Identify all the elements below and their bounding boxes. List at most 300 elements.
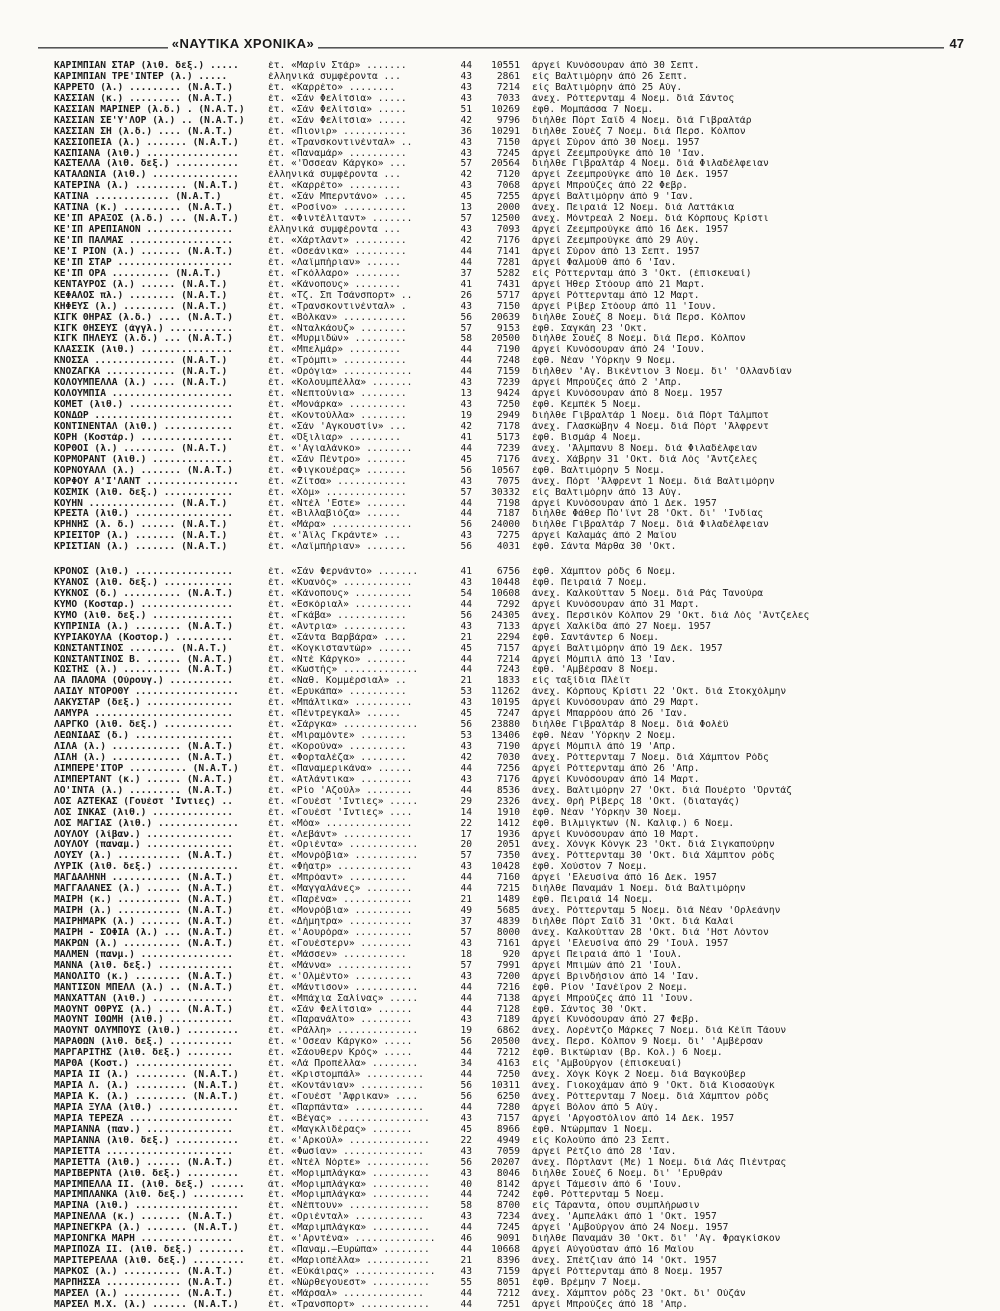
- ship-flag-owner: έτ. «Καρρέτο» .........: [268, 181, 401, 192]
- ship-name: ΚΟΡΝΟΥΑΛΛ (λ.) ....... (N.A.T.): [54, 465, 234, 476]
- ship-age: 45: [460, 192, 472, 203]
- ship-tonnage: 7214: [496, 654, 520, 665]
- ship-status: άργεί Κυνόσουραν άπό 8 Νοεμ. 1957: [532, 389, 723, 400]
- ship-age: 41: [460, 432, 472, 443]
- ship-name: ΚΟΡΘΟΙ (λ.) ......... (N.A.T.): [54, 443, 228, 454]
- ship-name: ΛΑΙΔΥ ΝΤΟΡΟΘΥ ..................: [54, 687, 239, 698]
- ship-row: [54, 192, 964, 203]
- ship-status: έφθ. Σαγκάη 23 'Οκτ.: [532, 323, 648, 334]
- ship-status: διήλθε Γιβραλτάρ 7 Νοεμ. διά Φιλαδέλφειαν: [532, 520, 769, 531]
- ship-status: άργεί Κυνόσουραν άπό 24 'Ιουν.: [532, 345, 706, 356]
- ship-row: [54, 509, 964, 520]
- ship-row: [54, 1125, 964, 1136]
- ship-status: άργεί Βαλτιμόρην άπό 19 Δεκ. 1957: [532, 643, 723, 654]
- ship-row: [54, 356, 964, 367]
- ship-tonnage: 8051: [496, 1277, 520, 1288]
- ship-name: ΜΑΡΙΜΠΕΛΛΑ ΙΙ. (λιθ. δεξ.) ......: [54, 1179, 245, 1190]
- ship-name: ΚΑΣΣΙΑΝ ΣΗ (λ.δ.) .... (N.A.T.): [54, 126, 234, 137]
- ship-row: [54, 488, 964, 499]
- ship-age: 56: [460, 520, 472, 531]
- ship-row: [54, 589, 964, 600]
- ship-status: άργεί Σύρον άπό 30 Νοεμ. 1957: [532, 137, 700, 148]
- ship-tonnage: 7150: [496, 301, 520, 312]
- ship-name: ΛΟΥΛΟΥ (παναμ.) ...............: [54, 840, 234, 851]
- ship-age: 44: [460, 873, 472, 884]
- ship-age: 46: [460, 1234, 472, 1245]
- ship-flag-owner: έτ. «Μιραμόντε» ........: [268, 731, 407, 742]
- ship-name: ΚΡΕΣΤΑ (λιθ.) .................: [54, 509, 234, 520]
- ship-flag-owner: έτ. «Οσεάνικα» .........: [268, 246, 407, 257]
- ship-age: 44: [460, 993, 472, 1004]
- ship-tonnage: 9796: [496, 115, 520, 126]
- ship-flag-owner: έτ. «Μυρμιδών» .........: [268, 334, 407, 345]
- ship-status: άνεχ. Λορέντζο Μάρκες 7 Νοεμ. διά Κέϊπ Τάουν: [532, 1026, 787, 1037]
- ship-flag-owner: έτ. «Οριέντα» ............: [268, 840, 419, 851]
- ship-age: 43: [460, 1113, 472, 1124]
- ship-flag-owner: έτ. «Ντέλ 'Εστε» .......: [268, 498, 407, 509]
- ship-age: 43: [460, 71, 472, 82]
- ship-age: 56: [460, 720, 472, 731]
- ship-age: 43: [460, 148, 472, 159]
- ship-tonnage: 2861: [496, 71, 520, 82]
- ship-name: ΚΕΝΤΑΥΡΟΣ (λ.) ...... (N.A.T.): [54, 279, 228, 290]
- ship-flag-owner: έτ. «Μπάχια Σαλίνας» .....: [268, 993, 419, 1004]
- ship-tonnage: 7160: [496, 873, 520, 884]
- ship-name: ΚΕ'Ϊ ΡΙΟΝ (λ.) ....... (N.A.T.): [54, 246, 234, 257]
- page-header: [38, 36, 964, 58]
- ship-row: [54, 214, 964, 225]
- ship-age: 44: [460, 1299, 472, 1310]
- ship-tonnage: 2326: [496, 796, 520, 807]
- ship-age: 21: [460, 632, 472, 643]
- ship-flag-owner: έτ. «Ερυκάπα» ..........: [268, 687, 407, 698]
- ship-name: ΚΑΡΡΕΤΟ (λ.) ......... (N.A.T.): [54, 82, 234, 93]
- ship-flag-owner: έτ. «Νέπτουν» ..............: [268, 1201, 430, 1212]
- ship-age: 58: [460, 1201, 472, 1212]
- ship-tonnage: 10668: [491, 1245, 520, 1256]
- ship-tonnage: 7059: [496, 1146, 520, 1157]
- ship-flag-owner: έτ. «Σάν Πέντρο» .......: [268, 454, 407, 465]
- ship-status: άργεί Χαλκίδα άπό 27 Νοεμ. 1957: [532, 621, 712, 632]
- ship-row: [54, 367, 964, 378]
- ship-flag-owner: έτ. «Σάν Φερνάντο» .......: [268, 567, 419, 577]
- ship-row: [54, 567, 964, 578]
- ship-status: διήλθεν 'Αγ. Βικέντιον 3 Νοεμ. δι' 'Ολλανδίαν: [532, 367, 792, 378]
- ship-row: [54, 1059, 964, 1070]
- ship-name: ΜΑΡΙΕΤΤΑ (λιθ.) ...... (N.A.T.): [54, 1157, 234, 1168]
- ship-flag-owner: έτ. «'Ολμέντο» ..........: [268, 971, 413, 982]
- ship-row: [54, 1136, 964, 1147]
- ship-flag-owner: έτ. «Παρένα» ............: [268, 895, 413, 906]
- ship-name: ΚΟΡΗ (Κοστάρ.) ................: [54, 432, 234, 443]
- ship-flag-owner: έτ. «Ράλλη» ..............: [268, 1026, 419, 1037]
- ship-flag-owner: έτ. «Νεπτούνια» ........: [268, 389, 407, 400]
- ship-row: [54, 455, 964, 466]
- ship-row: [54, 1070, 964, 1081]
- ship-table-section-2: [54, 567, 964, 1311]
- ship-status: άργεί Ρίβερ Στόουρ άπό 11 'Ιουν.: [532, 301, 717, 312]
- ship-tonnage: 920: [502, 949, 520, 960]
- ship-name: ΚΕ'ΪΠ ΟΡΑ .......... (N.A.T.): [54, 268, 222, 279]
- ship-flag-owner: έτ. «Ντέλ Νόρτε» ...........: [268, 1157, 430, 1168]
- ship-age: 40: [460, 1179, 472, 1190]
- ship-row: [54, 1092, 964, 1103]
- ship-flag-owner: έτ. «Κορούνα» ..........: [268, 742, 407, 752]
- ship-row: [54, 972, 964, 983]
- ship-flag-owner: έτ. «Γουέστ 'Άφρικαν» ....: [268, 1092, 419, 1102]
- ship-flag-owner: έτ. «Εσκόριαλ» ..........: [268, 599, 413, 610]
- ship-flag-owner: έλληνικά συμφέροντα ...: [268, 225, 401, 236]
- ship-age: 44: [460, 356, 472, 367]
- ship-flag-owner: έτ. «Μάρα» ..............: [268, 520, 413, 531]
- ship-tonnage: 7215: [496, 884, 520, 895]
- ship-name: ΚΩΝΣΤΑΝΤΙΝΟΣ Β. ...... (N.A.T.): [54, 654, 234, 665]
- ship-status: άνεχ. Ρόττερνταμ 4 Νοεμ. διά Σάντος: [532, 93, 735, 104]
- ship-name: ΜΑΡΓΑΡΙΤΗΣ (λιθ. δεξ.) ........: [54, 1048, 234, 1059]
- ship-row: [54, 983, 964, 994]
- ship-flag-owner: έτ. «Χόμ» ..............: [268, 487, 407, 498]
- ship-tonnage: 10269: [491, 104, 520, 115]
- ship-tonnage: 7243: [496, 665, 520, 676]
- ship-name: ΚΡΙΣΤΙΑΝ (λ.) ....... (N.A.T.): [54, 542, 228, 553]
- ship-row: [54, 1223, 964, 1234]
- ship-name: ΛΟΥΛΟΥ (λίβαν.) ...............: [54, 829, 234, 840]
- ship-name: ΜΑΓΓΑΛΑΝΕΣ (λ.) ...... (N.A.T.): [54, 884, 234, 895]
- ship-status: άργεί 'Αργοστόλιον άπό 14 Δεκ. 1957: [532, 1113, 735, 1124]
- ship-age: 54: [460, 588, 472, 599]
- ship-flag-owner: έτ. «Φωσίαν» ..............: [268, 1146, 424, 1157]
- ship-tonnage: 7161: [496, 938, 520, 949]
- ship-age: 44: [460, 443, 472, 454]
- ship-row: [54, 433, 964, 444]
- ship-status: άνεχ. Σπέτζιαν άπό 14 'Οκτ. 1957: [532, 1256, 717, 1267]
- ship-row: [54, 1278, 964, 1289]
- ship-tonnage: 7068: [496, 181, 520, 192]
- ship-name: ΜΑΟΥΝΤ ΙΘΩΜΗ (λιθ.) ...........: [54, 1015, 234, 1026]
- ship-name: ΜΑΛΜΕΝ (πανμ.) ................: [54, 949, 234, 960]
- ship-age: 41: [460, 279, 472, 290]
- ship-flag-owner: έτ. «Βόλκαν» ...........: [268, 312, 407, 323]
- ship-flag-owner: έτ. «Δήμητρα» ...........: [268, 917, 413, 927]
- ship-tonnage: 4031: [496, 542, 520, 553]
- ship-name: ΚΙΓΚ ΘΗΡΑΣ (λ.δ.) .... (N.A.T.): [54, 312, 234, 323]
- ship-flag-owner: έτ. «Ατλάντικα» .........: [268, 774, 413, 785]
- ship-age: 22: [460, 1135, 472, 1146]
- ship-age: 37: [460, 268, 472, 279]
- ship-flag-owner: έτ. «Μοριμπλάγκα» ..........: [268, 1190, 430, 1201]
- ship-name: ΚΑΣΣΙΑΝ ΣΕ'Ϋ'ΛΟΡ (λ.) .. (N.A.T.): [54, 115, 245, 126]
- ship-tonnage: 7991: [496, 960, 520, 971]
- ship-tonnage: 8046: [496, 1168, 520, 1179]
- ship-age: 43: [460, 301, 472, 312]
- ship-row: [54, 742, 964, 753]
- ship-row: [54, 994, 964, 1005]
- ship-status: έφθ. Κεμπέκ 5 Νοεμ.: [532, 400, 642, 411]
- ship-age: 57: [460, 159, 472, 170]
- ship-status: άργεί Ζεεμπρούγκε άπό 10 'Ιαν.: [532, 148, 706, 159]
- ship-status: άργεί Κυνόσουραν άπό 14 Μαρτ.: [532, 774, 700, 785]
- ship-flag-owner: έτ. «Ναθ. Κομμέρσιαλ» ..: [268, 676, 407, 687]
- ship-tonnage: 4949: [496, 1135, 520, 1146]
- ship-name: ΚΑΤΙΝΑ (κ.) .......... (N.A.T.): [54, 203, 234, 214]
- ship-tonnage: 7157: [496, 643, 520, 654]
- ship-name: ΚΟΛΟΥΜΠΙΑ .....................: [54, 389, 234, 400]
- ship-flag-owner: έτ. «Γκάβα» ............: [268, 610, 407, 621]
- ship-age: 43: [460, 93, 472, 104]
- ship-row: [54, 520, 964, 531]
- ship-name: ΚΑΣΣΙΑΝ (κ.) ......... (N.A.T.): [54, 93, 234, 104]
- ship-name: ΛΙΛΑ (λ.) ............ (N.A.T.): [54, 742, 234, 752]
- ship-status: άνεχ. Ρόττερνταμ 5 Νοεμ. διά Νέαν 'Ορλεάνην: [532, 906, 781, 917]
- ship-tonnage: 2949: [496, 411, 520, 421]
- ship-flag-owner: έτ. «Νταλκάουζ» ........: [268, 323, 407, 334]
- ship-status: είς Τάραντα, όπου συμπλήρωσιν: [532, 1201, 700, 1212]
- ship-age: 43: [460, 378, 472, 389]
- ship-name: ΛΑΜΥΡΑ ........................: [54, 709, 234, 720]
- ship-flag-owner: έτ. «Φορταλέζα» ........: [268, 752, 407, 763]
- ship-tonnage: 1833: [496, 676, 520, 687]
- ship-row: [54, 334, 964, 345]
- ship-tonnage: 1936: [496, 829, 520, 840]
- ship-flag-owner: έτ. «Πέντρεγκαλ» ......: [268, 709, 401, 720]
- ship-flag-owner: έτ. «Σάντα Βαρβάρα» ....: [268, 632, 407, 643]
- ship-row: [54, 851, 964, 862]
- ship-status: έφθ. Βικτώριαν (Βρ. Κολ.) 6 Νοεμ.: [532, 1048, 723, 1059]
- ship-name: ΚΡΗΝΗΣ (λ. δ.) ...... (N.A.T.): [54, 520, 228, 531]
- ship-name: ΜΑΡΘΑ (Κοστ.) .................: [54, 1059, 234, 1070]
- ship-tonnage: 7255: [496, 192, 520, 203]
- ship-flag-owner: έτ. «'Αρκούλ» ..............: [268, 1135, 430, 1146]
- ship-flag-owner: έτ. «Τζ. Σπ Τσάνσπορτ» ..: [268, 290, 413, 301]
- ship-name: ΚΟΝΤΙΝΕΝΤΑΛ (λιθ.) ............: [54, 421, 234, 432]
- ship-age: 20: [460, 840, 472, 851]
- ship-status: έφθ. 'Αμβέρσαν 8 Νοεμ.: [532, 665, 660, 676]
- ship-age: 43: [460, 1168, 472, 1179]
- ship-age: 43: [460, 225, 472, 236]
- ship-age: 14: [460, 807, 472, 818]
- ship-flag-owner: έτ. «'Αρντένα» ..............: [268, 1234, 436, 1245]
- ship-name: ΜΑΝΤΙΣΟΝ ΜΠΕΛΛ (λ.) .. (N.A.T.): [54, 982, 234, 993]
- ship-name: ΜΑΓΔΑΛΗΝΗ ............ (N.A.T.): [54, 873, 234, 884]
- ship-row: [54, 422, 964, 433]
- ship-row: [54, 345, 964, 356]
- ship-flag-owner: έτ. «Σάν Φελίτσια» .....: [268, 104, 407, 115]
- ship-row: [54, 928, 964, 939]
- ship-flag-owner: έτ. «Παναμερικάνα» ......: [268, 763, 413, 774]
- ship-row: [54, 466, 964, 477]
- ship-age: 44: [460, 1102, 472, 1113]
- ship-status: είς Βαλτιμόρην άπό 26 Σεπτ.: [532, 71, 688, 82]
- ship-row: [54, 578, 964, 589]
- ship-status: άργεί Βόλον άπό 5 Αύγ.: [532, 1102, 660, 1113]
- ship-age: 43: [460, 400, 472, 411]
- ship-flag-owner: έτ. «Οριένταλ» ............: [268, 1212, 424, 1223]
- ship-name: ΚΕ'ΪΠ ΠΑΛΜΑΣ ..................: [54, 236, 234, 246]
- ship-tonnage: 7189: [496, 1015, 520, 1026]
- ship-age: 57: [460, 323, 472, 334]
- ship-tonnage: 20500: [491, 334, 520, 345]
- ship-flag-owner: έτ. «Μονάρκα» ..........: [268, 400, 407, 411]
- ship-tonnage: 6756: [496, 567, 520, 577]
- ship-flag-owner: έτ. «Γουέστ 'Ιντιες» .....: [268, 796, 419, 807]
- ship-name: ΜΑΡΣΕΛ (λ.) .......... (N.A.T.): [54, 1288, 234, 1299]
- ship-age: 19: [460, 1026, 472, 1037]
- ship-flag-owner: έτ. «Παρπάντα» ............: [268, 1102, 424, 1113]
- ship-name: ΚΟΛΟΥΜΠΕΛΛΑ (λ.) .... (N.A.T.): [54, 378, 228, 389]
- ship-status: άργεί Τάμεσιν άπό 6 'Ιουν.: [532, 1179, 683, 1190]
- ship-age: 44: [460, 1048, 472, 1059]
- ship-name: ΚΟΣΜΙΚ (λιθ. δεξ.) ............: [54, 487, 234, 498]
- ship-age: 45: [460, 454, 472, 465]
- ship-age: 43: [460, 1015, 472, 1026]
- ship-flag-owner: έτ. «'Όσσεαν Κάργκο» ...: [268, 159, 407, 170]
- ship-status: άργεί Μπρούζες άπό 11 'Ιουν.: [532, 993, 694, 1004]
- ship-tonnage: 7256: [496, 763, 520, 774]
- ship-name: ΜΑΡΙΑ ΤΕΡΕΖΑ ..................: [54, 1113, 234, 1124]
- ship-tonnage: 20639: [491, 312, 520, 323]
- ship-row: [54, 1212, 964, 1223]
- ship-status: άργεί Ζεεμπρούγκε άπό 16 Δεκ. 1957: [532, 225, 729, 236]
- ship-status: άνεχ. Κόρπους Κρίστι 22 'Οκτ. διά Στοκχόλμην: [532, 687, 787, 698]
- ship-status: έφθ. Ρίον 'Ιανέϊρον 2 Νοεμ.: [532, 982, 688, 993]
- ship-tonnage: 9153: [496, 323, 520, 334]
- ship-name: ΜΑΡΙΕΤΤΑ ......................: [54, 1146, 234, 1157]
- ship-status: διήλθε Γιβραλτάρ 1 Νοεμ. διά Πόρτ Τάλμποτ: [532, 411, 769, 421]
- ship-name: ΜΑΡΙΑ Κ. (λ.) ......... (N.A.T.): [54, 1092, 239, 1102]
- ship-name: ΚΕ'ΪΠ ΣΤΑΡ ....................: [54, 257, 234, 268]
- ship-status: άνεχ. Χάβρην 31 'Οκτ. διά Λός 'Άντζελες: [532, 454, 758, 465]
- ship-age: 42: [460, 115, 472, 126]
- ship-name: ΜΑΡΑΘΩΝ (λιθ. δεξ.) ...........: [54, 1037, 234, 1048]
- ship-row: [54, 94, 964, 105]
- ship-flag-owner: έτ. «Χάρτλαντ» .........: [268, 236, 407, 246]
- ship-tonnage: 8142: [496, 1179, 520, 1190]
- ship-tonnage: 7245: [496, 1223, 520, 1234]
- ship-status: άνεχ. 'Αμπελάκι άπό 1 'Οκτ. 1957: [532, 1212, 717, 1223]
- ship-status: άνεχ. Περσ. Κόλπον 9 Νοεμ. δι' 'Αμβέρσαν: [532, 1037, 764, 1048]
- ship-tonnage: 7176: [496, 454, 520, 465]
- ship-name: ΜΑΙΡΗΜΑΡΚ (λ.) ....... (N.A.T.): [54, 917, 234, 927]
- ship-name: ΛΙΛΗ (λ.) ............ (N.A.T.): [54, 752, 234, 763]
- ship-age: 56: [460, 1037, 472, 1048]
- ship-row: [54, 127, 964, 138]
- ship-flag-owner: έτ. «'Αγιαλάνκο» ........: [268, 443, 413, 454]
- ship-name: ΜΑΡΙΜΠΛΑΝΚΑ (λιθ. δεξ.) .........: [54, 1190, 245, 1201]
- ship-tonnage: 7030: [496, 752, 520, 763]
- ship-name: ΛΙΜΠΕΡΤΑΝΤ (κ.) ...... (N.A.T.): [54, 774, 234, 785]
- ship-name: ΜΑΙΡΗ - ΣΟΦΙΑ (λ.) ... (N.A.T.): [54, 927, 234, 938]
- ship-row: [54, 687, 964, 698]
- ship-name: ΛΕΩΝΙΔΑΣ (δ.) .................: [54, 731, 234, 742]
- ship-age: 56: [460, 610, 472, 621]
- ship-row: [54, 1245, 964, 1256]
- ship-status: άργεί Κυνόσουραν άπό 29 Μαρτ.: [532, 698, 700, 709]
- ship-tonnage: 7150: [496, 137, 520, 148]
- ship-status: άργεί 'Αμβούργον άπό 24 Νοεμ. 1957: [532, 1223, 729, 1234]
- ship-status: έφθ. Ντώρμπαν 1 Νοεμ.: [532, 1124, 654, 1135]
- ship-age: 44: [460, 1070, 472, 1081]
- ship-row: [54, 1015, 964, 1026]
- ship-flag-owner: έτ. «Μπάλτικα» ..........: [268, 698, 413, 709]
- ship-name: ΜΑΡΙΑ Λ. (λ.) ......... (N.A.T.): [54, 1081, 239, 1092]
- ship-flag-owner: έτ. «Παρανάλτο» .........: [268, 1015, 413, 1026]
- ship-flag-owner: έτ. «Σάν Φελίτσια» ......: [268, 1004, 413, 1015]
- ship-flag-owner: έτ. «Κωστής» .............: [268, 665, 419, 676]
- ship-flag-owner: έτ. «Σάν Φελίτσια» .....: [268, 115, 407, 126]
- ship-age: 51: [460, 104, 472, 115]
- ship-status: διήλθε Σουέζ 8 Νοεμ. διά Περσ. Κόλπον: [532, 334, 746, 345]
- ship-row: [54, 895, 964, 906]
- ship-row: [54, 731, 964, 742]
- ship-status: διήλθε Πόρτ Σαΐδ 31 'Οκτ. διά Καλαί: [532, 917, 735, 927]
- ship-tonnage: 7176: [496, 236, 520, 246]
- ship-name: ΛΟ'ΪΝΤΑ (λ.) ......... (N.A.T.): [54, 785, 234, 796]
- ship-age: 21: [460, 676, 472, 687]
- ship-age: 44: [460, 1190, 472, 1201]
- ship-age: 44: [460, 1288, 472, 1299]
- ship-age: 43: [460, 621, 472, 632]
- ship-status: έφθ. Νέαν 'Υόρκην 30 Νοεμ.: [532, 807, 683, 818]
- ship-row: [54, 531, 964, 542]
- ship-flag-owner: έτ. «'Αουρόρα» ..........: [268, 927, 413, 938]
- ship-name: ΚΡΟΝΟΣ (λιθ.) .................: [54, 567, 234, 577]
- ship-flag-owner: έτ. «Βέγας» ................: [268, 1113, 430, 1124]
- ship-tonnage: 2051: [496, 840, 520, 851]
- magazine-title: «ΝΑΥΤΙΚΑ ΧΡΟΝΙΚΑ»: [168, 36, 318, 51]
- ship-status: έφθ. Πειραιά 14 Νοεμ.: [532, 895, 654, 906]
- ship-tonnage: 7234: [496, 1212, 520, 1223]
- ship-age: 56: [460, 1081, 472, 1092]
- ship-flag-owner: έτ. «Σάν Μπερντάνο» ....: [268, 192, 407, 203]
- ship-name: ΚΑΣΣΙΑΝ ΜΑΡΙΝΕΡ (λ.δ.) . (N.A.T.): [54, 104, 245, 115]
- ship-name: ΜΑΝΝΑ (λιθ. δεξ.) .............: [54, 960, 234, 971]
- ship-flag-owner: έτ. «Τρανσκοντινένταλ» ..: [268, 137, 413, 148]
- ship-tonnage: 30332: [491, 487, 520, 498]
- ship-status: άργεί Κυνόσουραν άπό 1 Δεκ. 1957: [532, 498, 717, 509]
- ship-age: 43: [460, 577, 472, 588]
- ship-flag-owner: έτ. «'Άϊλς Γκράντε» ...: [268, 531, 401, 542]
- ship-tonnage: 7093: [496, 225, 520, 236]
- ship-status: άργεί Κυνόσουραν άπό 10 Μαρτ.: [532, 829, 700, 840]
- ship-status: άργεί Μόμπιλ άπό 13 'Ιαν.: [532, 654, 677, 665]
- ship-name: ΜΑΡΙΤΕΡΕΛΛΑ (λιθ. δεξ.) .........: [54, 1256, 245, 1267]
- ship-flag-owner: έτ. «Σάουθερν Κρός» .....: [268, 1048, 413, 1059]
- ship-status: διήλθε Πόρτ Σαΐδ 4 Νοεμ. διά Γιβραλτάρ: [532, 115, 752, 126]
- ship-flag-owner: έτ. «Σάν 'Αγκουστίν» ...: [268, 421, 407, 432]
- ship-age: 21: [460, 1256, 472, 1267]
- ship-tonnage: 4163: [496, 1059, 520, 1070]
- ship-row: [54, 676, 964, 687]
- ship-flag-owner: έτ. «Μόα» ...............: [268, 818, 413, 829]
- ship-tonnage: 10567: [491, 465, 520, 476]
- ship-tonnage: 7212: [496, 1288, 520, 1299]
- ship-row: [54, 105, 964, 116]
- ship-row: [54, 862, 964, 873]
- ship-flag-owner: έτ. «Μοριμπλάγκα» ..........: [268, 1168, 430, 1179]
- ship-row: [54, 644, 964, 655]
- ship-status: άργεί Ρόττερνταμ άπό 12 Μαρτ.: [532, 290, 700, 301]
- ship-row: [54, 181, 964, 192]
- ship-name: ΜΑΚΡΩΝ (λ.) .......... (N.A.T.): [54, 938, 234, 949]
- ship-flag-owner: έτ. «Φήατρ» .............: [268, 862, 413, 873]
- ship-name: ΜΑΝΧΑΤΤΑΝ (λιθ.) ..............: [54, 993, 234, 1004]
- ship-name: ΜΑΡΙΑΝΝΑ (λιθ. δεξ.) ...........: [54, 1135, 239, 1146]
- ship-flag-owner: έτ. «Ορόγια» ............: [268, 367, 413, 378]
- ship-status: άνεχ. Ρόττερνταμ 7 Νοεμ. διά Χάμπτον ρόδς: [532, 1092, 769, 1102]
- ship-status: έφθ. Βαλτιμόρην 5 Νοεμ.: [532, 465, 665, 476]
- ship-name: ΜΑΡΙΑ ΞΥΛΑ (λιθ.) ..............: [54, 1102, 239, 1113]
- ship-status: άργεί Βρινδήσιον άπό 14 'Ιαν.: [532, 971, 700, 982]
